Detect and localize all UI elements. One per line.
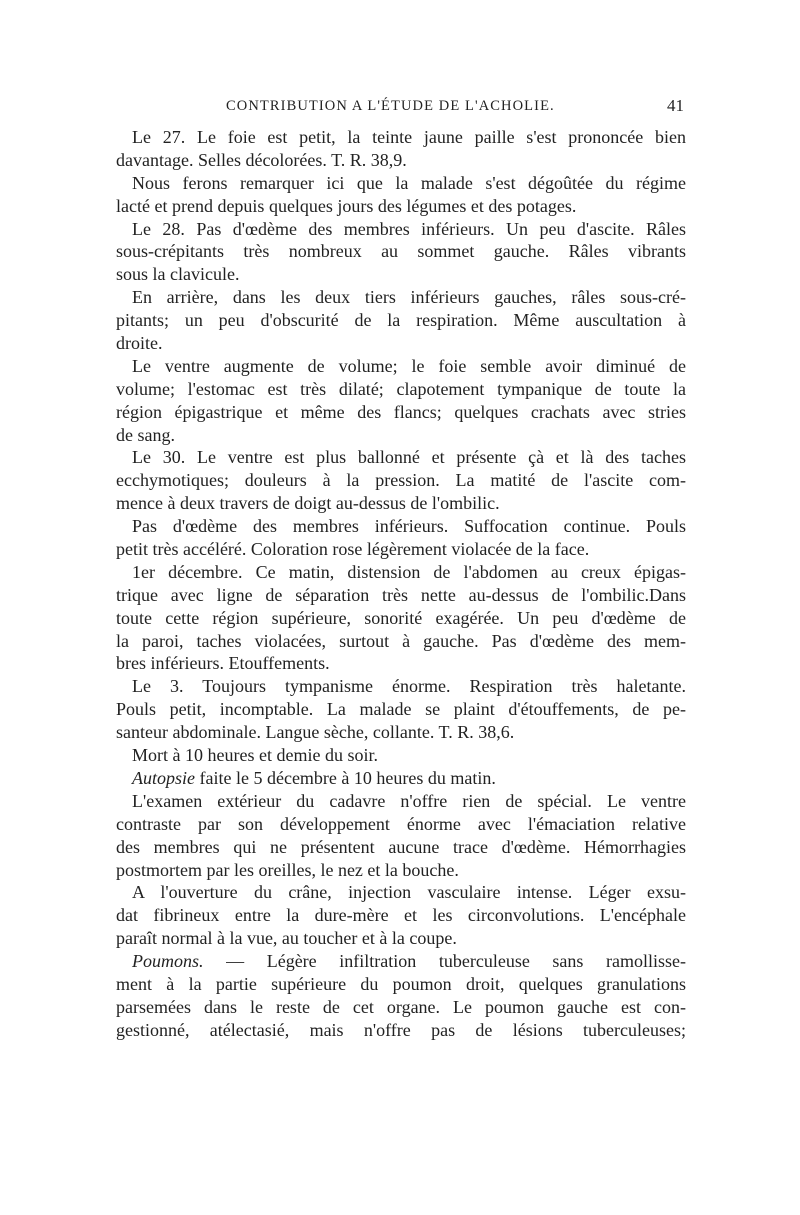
- italic-lead-autopsie: Autopsie: [132, 767, 195, 788]
- text-line: des membres qui ne présentent aucune trace d'œdème. Hémorrhagies: [116, 836, 686, 857]
- text-line: ment à la partie supérieure du poumon droit, quelques granulations: [116, 973, 686, 994]
- text-line: bres inférieurs. Etouffements.: [116, 653, 330, 674]
- text-line-rest: — Légère infiltration tuberculeuse sans ramollisse-: [226, 951, 686, 972]
- text-line: droite.: [116, 333, 163, 354]
- text-line: santeur abdominale. Langue sèche, collante. T. R. 38,6.: [116, 722, 515, 743]
- text-line-autopsie: [116, 767, 686, 790]
- text-line: En arrière, dans les deux tiers inférieurs gauches, râles sous-cré-: [132, 287, 686, 308]
- text-line: pitants; un peu d'obscurité de la respiration. Même auscultation à: [116, 310, 686, 331]
- text-line: Le 3. Toujours tympanisme énorme. Respiration très haletante.: [132, 676, 686, 697]
- text-line: postmortem par les oreilles, le nez et la bouche.: [116, 859, 459, 880]
- text-line: toute cette région supérieure, sonorité exagérée. Un peu d'œdème de: [116, 607, 686, 628]
- text-line: volume; l'estomac est très dilaté; clapotement tympanique de toute la: [116, 378, 686, 399]
- text-line: Le 28. Pas d'œdème des membres inférieurs. Un peu d'ascite. Râles: [132, 218, 686, 239]
- text-line-poumons: [116, 950, 686, 973]
- body-text: [116, 126, 686, 1042]
- text-line: A l'ouverture du crâne, injection vasculaire intense. Léger exsu-: [132, 882, 686, 903]
- text-line: trique avec ligne de séparation très nette au-dessus de l'ombilic.Dans: [116, 584, 686, 605]
- text-line: parsemées dans le reste de cet organe. Le poumon gauche est con-: [116, 996, 686, 1017]
- text-line: Le 30. Le ventre est plus ballonné et présente çà et là des taches: [132, 447, 686, 468]
- text-line: Le ventre augmente de volume; le foie semble avoir diminué de: [132, 355, 686, 376]
- text-line: contraste par son développement énorme avec l'émaciation relative: [116, 813, 686, 834]
- page-number: 41: [667, 96, 684, 115]
- text-line: de sang.: [116, 424, 175, 445]
- text-line: petit très accéléré. Coloration rose légèrement violacée de la face.: [116, 539, 590, 560]
- text-line: Le 27. Le foie est petit, la teinte jaune paille s'est prononcée bien: [132, 127, 686, 147]
- text-line: sous-crépitants très nombreux au sommet gauche. Râles vibrants: [116, 241, 686, 262]
- text-line: la paroi, taches violacées, surtout à gauche. Pas d'œdème des mem-: [116, 630, 686, 651]
- running-title: CONTRIBUTION A L'ÉTUDE DE L'ACHOLIE.: [226, 98, 555, 114]
- text-line: région épigastrique et même des flancs; quelques crachats avec stries: [116, 401, 686, 422]
- text-line: mence à deux travers de doigt au-dessus de l'ombilic.: [116, 493, 500, 514]
- text-line: 1er décembre. Ce matin, distension de l'abdomen au creux épigas-: [132, 561, 686, 582]
- text-line: L'examen extérieur du cadavre n'offre rien de spécial. Le ventre: [132, 790, 686, 811]
- text-line: lacté et prend depuis quelques jours des légumes et des potages.: [116, 195, 577, 216]
- text-line: gestionné, atélectasié, mais n'offre pas de lésions tuberculeuses;: [116, 1019, 686, 1040]
- text-line: sous la clavicule.: [116, 264, 240, 285]
- text-line-rest: faite le 5 décembre à 10 heures du matin.: [199, 767, 496, 788]
- text-line: Pas d'œdème des membres inférieurs. Suffocation continue. Pouls: [132, 516, 686, 537]
- text-line: Pouls petit, incomptable. La malade se plaint d'étouffements, de pe-: [116, 699, 686, 720]
- text-line: davantage. Selles décolorées. T. R. 38,9.: [116, 149, 407, 170]
- page-header: [116, 96, 684, 120]
- text-line: Nous ferons remarquer ici que la malade s'est dégoûtée du régime: [132, 172, 686, 193]
- text-line: Mort à 10 heures et demie du soir.: [132, 745, 378, 766]
- text-line: paraît normal à la vue, au toucher et à la coupe.: [116, 928, 457, 949]
- text-line: ecchymotiques; douleurs à la pression. La matité de l'ascite com-: [116, 470, 686, 491]
- italic-lead-poumons: Poumons.: [132, 951, 204, 972]
- text-line: dat fibrineux entre la dure-mère et les circonvolutions. L'encéphale: [116, 905, 686, 926]
